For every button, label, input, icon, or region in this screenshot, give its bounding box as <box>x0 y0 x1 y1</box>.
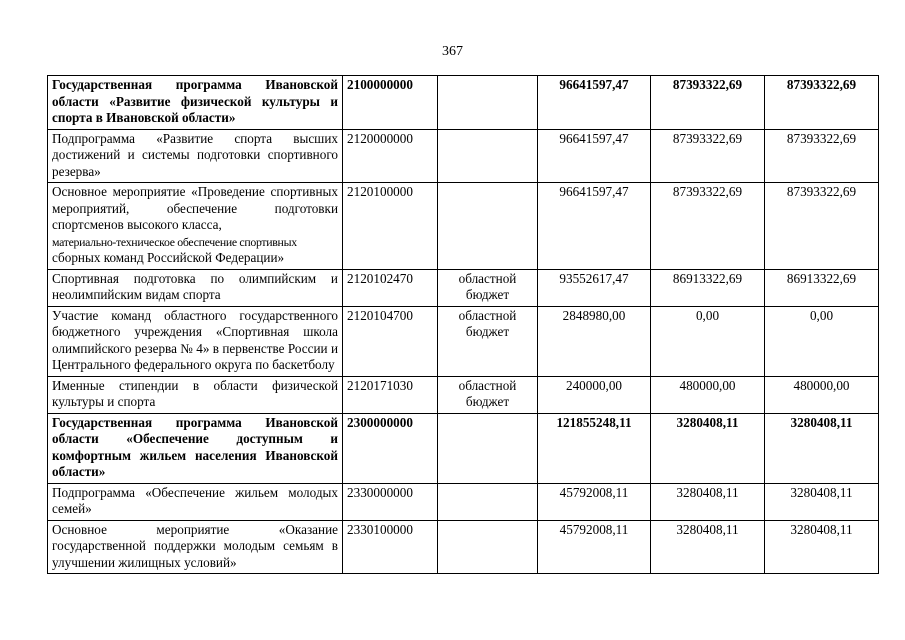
amount-year2-cell: 87393322,69 <box>651 183 765 270</box>
funding-source-cell: областной бюджет <box>438 269 538 306</box>
program-name-text: сборных команд Российской Федерации» <box>52 250 285 265</box>
amount-year3-cell: 3280408,11 <box>765 483 879 520</box>
program-name-cell: Основное мероприятие «Оказание государственной поддержки молодым семьям в улучшении жилищных условий» <box>48 520 343 574</box>
target-code-cell: 2120100000 <box>343 183 438 270</box>
program-name-cell: Государственная программа Ивановской области «Развитие физической культуры и спорта в Ивановской области» <box>48 76 343 130</box>
program-name-cell: Именные стипендии в области физической культуры и спорта <box>48 376 343 413</box>
funding-source-cell <box>438 520 538 574</box>
amount-year2-cell: 86913322,69 <box>651 269 765 306</box>
funding-source-cell <box>438 483 538 520</box>
amount-year1-cell: 93552617,47 <box>538 269 651 306</box>
program-name-cell <box>48 183 343 270</box>
amount-year1-cell: 240000,00 <box>538 376 651 413</box>
program-name-cell: Спортивная подготовка по олимпийским и неолимпийским видам спорта <box>48 269 343 306</box>
amount-year2-cell: 87393322,69 <box>651 129 765 183</box>
target-code-cell: 2120104700 <box>343 306 438 376</box>
funding-source-cell <box>438 129 538 183</box>
funding-source-cell: областной бюджет <box>438 306 538 376</box>
page-number: 367 <box>442 44 463 59</box>
table-row <box>48 183 879 270</box>
amount-year3-cell: 86913322,69 <box>765 269 879 306</box>
target-code-cell: 2120102470 <box>343 269 438 306</box>
amount-year3-cell: 87393322,69 <box>765 183 879 270</box>
amount-year2-cell: 480000,00 <box>651 376 765 413</box>
amount-year1-cell: 2848980,00 <box>538 306 651 376</box>
amount-year1-cell: 96641597,47 <box>538 76 651 130</box>
table-row <box>48 413 879 483</box>
table-row <box>48 520 879 574</box>
amount-year2-cell: 3280408,11 <box>651 520 765 574</box>
funding-source-cell: областной бюджет <box>438 376 538 413</box>
table-row <box>48 76 879 130</box>
amount-year1-cell: 96641597,47 <box>538 129 651 183</box>
funding-source-cell <box>438 413 538 483</box>
amount-year2-cell: 0,00 <box>651 306 765 376</box>
amount-year2-cell: 3280408,11 <box>651 483 765 520</box>
amount-year1-cell: 45792008,11 <box>538 483 651 520</box>
amount-year1-cell: 45792008,11 <box>538 520 651 574</box>
program-name-text: Основное мероприятие «Проведение спортивных мероприятий, обеспечение подготовки спортсменов высокого класса, <box>52 184 338 232</box>
table-row <box>48 306 879 376</box>
budget-table <box>47 75 879 574</box>
amount-year3-cell: 3280408,11 <box>765 520 879 574</box>
program-name-cell: Подпрограмма «Развитие спорта высших достижений и системы подготовки спортивного резерва» <box>48 129 343 183</box>
amount-year1-cell: 96641597,47 <box>538 183 651 270</box>
amount-year2-cell: 3280408,11 <box>651 413 765 483</box>
target-code-cell: 2120000000 <box>343 129 438 183</box>
program-name-text: материально-техническое обеспечение спортивных <box>52 234 297 249</box>
target-code-cell: 2120171030 <box>343 376 438 413</box>
table-row <box>48 269 879 306</box>
amount-year3-cell: 87393322,69 <box>765 76 879 130</box>
table-row <box>48 129 879 183</box>
amount-year3-cell: 3280408,11 <box>765 413 879 483</box>
target-code-cell: 2300000000 <box>343 413 438 483</box>
target-code-cell: 2330000000 <box>343 483 438 520</box>
program-name-cell: Государственная программа Ивановской области «Обеспечение доступным и комфортным жильем населения Ивановской области» <box>48 413 343 483</box>
table-row <box>48 483 879 520</box>
amount-year1-cell: 121855248,11 <box>538 413 651 483</box>
program-name-cell: Участие команд областного государственного бюджетного учреждения «Спортивная школа олимпийского резерва № 4» в первенстве России и Центрального федерального округа по баскетболу <box>48 306 343 376</box>
amount-year2-cell: 87393322,69 <box>651 76 765 130</box>
program-name-cell: Подпрограмма «Обеспечение жильем молодых семей» <box>48 483 343 520</box>
funding-source-cell <box>438 183 538 270</box>
amount-year3-cell: 0,00 <box>765 306 879 376</box>
target-code-cell: 2100000000 <box>343 76 438 130</box>
table-row <box>48 376 879 413</box>
funding-source-cell <box>438 76 538 130</box>
amount-year3-cell: 87393322,69 <box>765 129 879 183</box>
amount-year3-cell: 480000,00 <box>765 376 879 413</box>
target-code-cell: 2330100000 <box>343 520 438 574</box>
